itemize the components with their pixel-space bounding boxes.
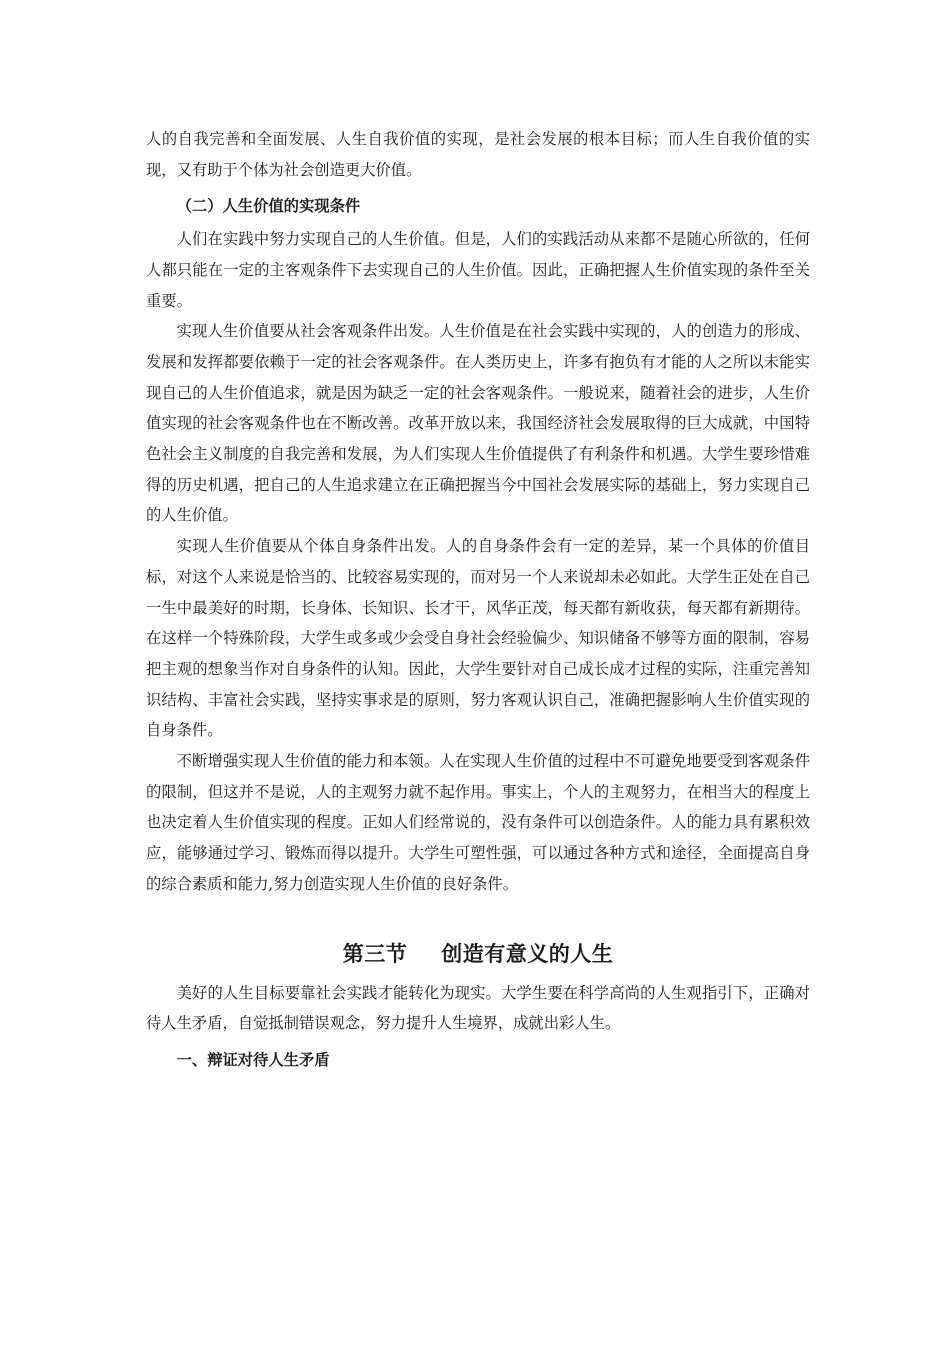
paragraph-section-intro: 美好的人生目标要靠社会实践才能转化为现实。大学生要在科学高尚的人生观指引下，正确对待人生矛盾，自觉抵制错误观念，努力提升人生境界，成就出彩人生。 bbox=[146, 983, 810, 1033]
paragraph-individual-conditions: 实现人生价值要从个体自身条件出发。人的自身条件会有一定的差异，某一个具体的价值目标，对这个人来说是恰当的、比较容易实现的，而对另一个人来说却未必如此。大学生正处在自己一生中最美好的时期，长身体、长知识、长才干，风华正茂，每天都有新收获，每天都有新期待。在这样一个特殊阶段，大学生或多或少会受自身社会经验偏少、知识储备不够等方面的限制，容易把主观的想象当作对自身条件的认知。因此，大学生要针对自己成长成才过程的实际，注重完善知识结构、丰富社会实践，坚持实事求是的原则，努力客观认识自己，准确把握影响人生价值实现的自身条件。 bbox=[146, 537, 810, 740]
section-number: 第三节 bbox=[342, 941, 408, 966]
document-page bbox=[146, 124, 810, 1076]
heading-level-1: 一、辩证对待人生矛盾 bbox=[176, 1050, 330, 1069]
paragraph-continuation: 人的自我完善和全面发展、人生自我价值的实现，是社会发展的根本目标；而人生自我价值的实现，又有助于个体为社会创造更大价值。 bbox=[146, 130, 810, 179]
section-name: 创造有意义的人生 bbox=[441, 941, 614, 966]
paragraph-social-conditions: 实现人生价值要从社会客观条件出发。人生价值是在社会实践中实现的，人的创造力的形成、发展和发挥都要依赖于一定的社会客观条件。在人类历史上，许多有抱负有才能的人之所以未能实现自己的人生价值追求，就是因为缺乏一定的社会客观条件。一般说来，随着社会的进步，人生价值实现的社会客观条件也在不断改善。改革开放以来，我国经济社会发展取得的巨大成就，中国特色社会主义制度的自我完善和发展，为人们实现人生价值提供了有利条件和机遇。大学生要珍惜难得的历史机遇，把自己的人生追求建立在正确把握当今中国社会发展实际的基础上，努力实现自己的人生价值。 bbox=[146, 322, 810, 525]
subsection-heading: （二）人生价值的实现条件 bbox=[176, 197, 361, 216]
paragraph-intro-conditions: 人们在实践中努力实现自己的人生价值。但是，人们的实践活动从来都不是随心所欲的，任何人都只能在一定的主客观条件下去实现自己的人生价值。因此，正确把握人生价值实现的条件至关重要。 bbox=[146, 230, 810, 310]
section-title bbox=[146, 936, 810, 972]
paragraph-ability: 不断增强实现人生价值的能力和本领。人在实现人生价值的过程中不可避免地要受到客观条件的限制，但这并不是说，人的主观努力就不起作用。事实上，个人的主观努力，在相当大的程度上也决定着人生价值实现的程度。正如人们经常说的，没有条件可以创造条件。人的能力具有累积效应，能够通过学习、锻炼而得以提升。大学生可塑性强，可以通过各种方式和途径，全面提高自身的综合素质和能力,努力创造实现人生价值的良好条件。 bbox=[146, 752, 810, 893]
